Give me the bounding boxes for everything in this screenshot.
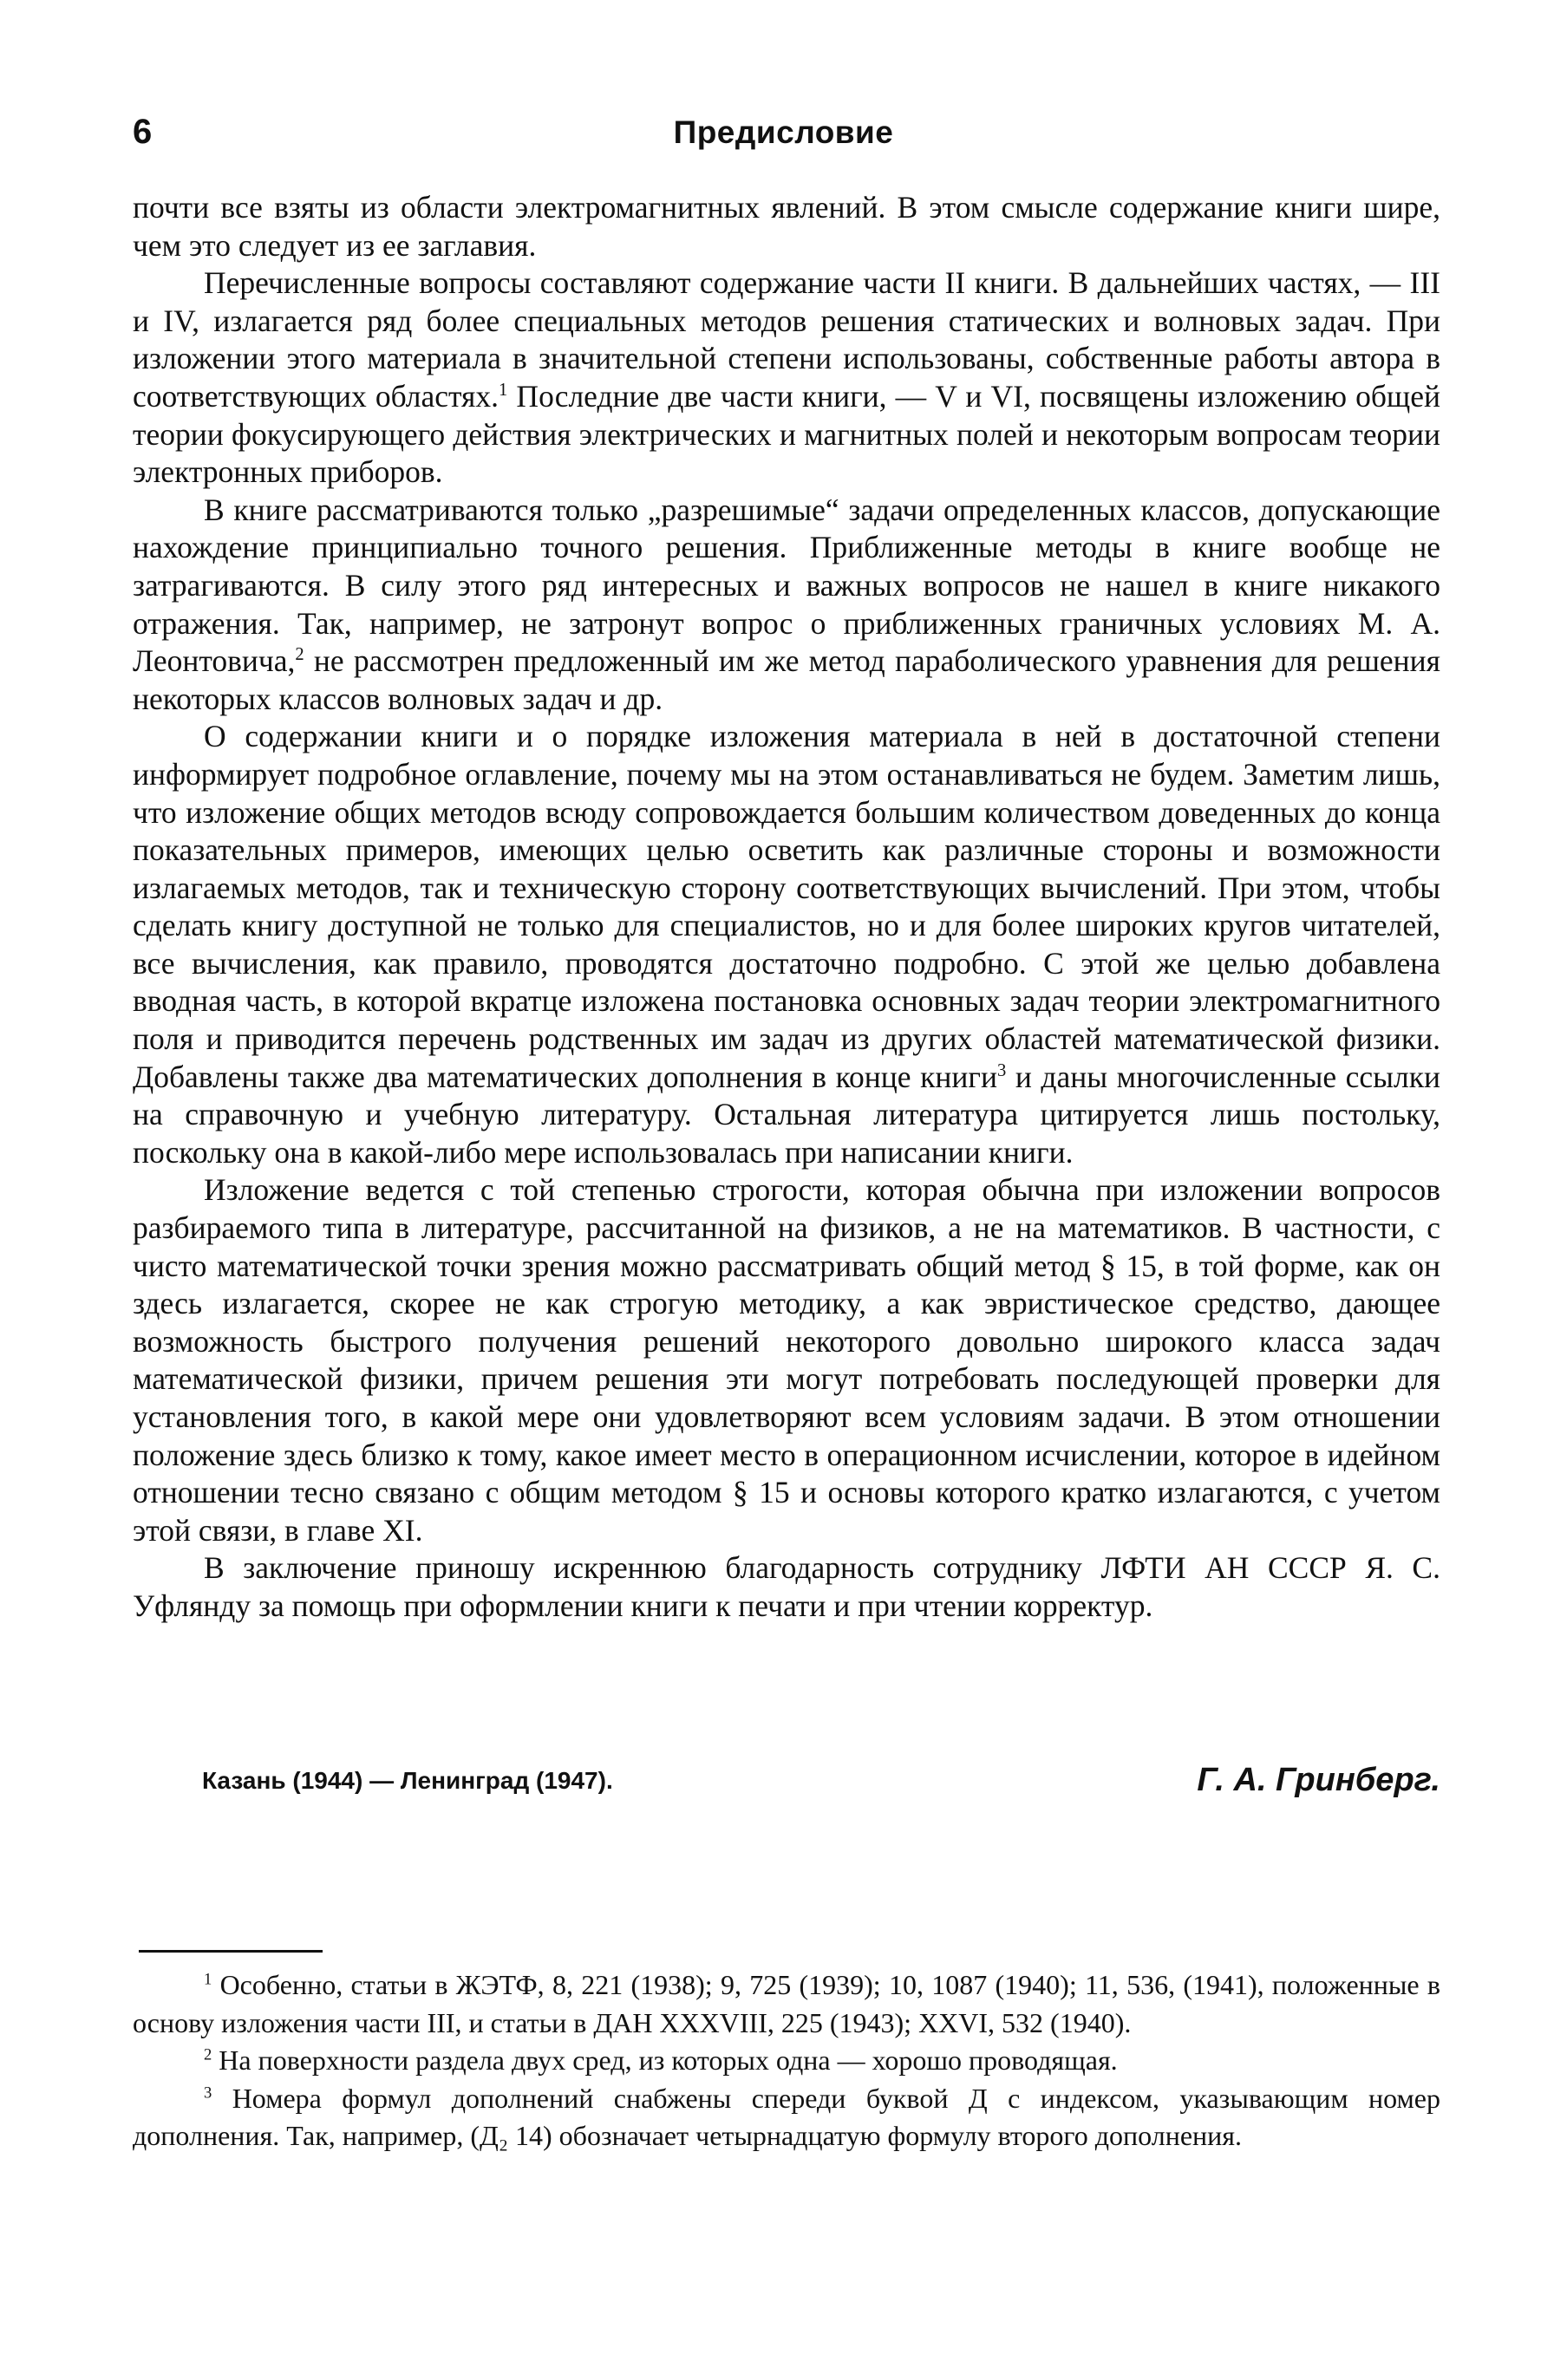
paragraph-text: О содержании книги и о порядке изложения материала в ней в достаточной степени информирует подробное оглавление, почему мы на этом останавливаться не будем. Заметим лишь, что изложение общих методов всюду сопровождается большим количеством доведенных до конца показательных примеров, имеющих целью осветить как различные стороны и возможности излагаемых методов, так и техническую сторону соответствующих вычислений. При этом, чтобы сделать книгу доступной не только для специалистов, но и для более широких кругов читателей, все вычисления, как правило, проводятся достаточно подробно. С этой же целью добавлена вводная часть, в которой вкратце изложена постановка основных задач теории электромагнитного поля и приводится перечень родственных им задач из других областей математической физики. Добавлены также два математических дополнения в конце книги [133, 719, 1440, 1094]
paragraph-acknowledgement: В заключение приношу искреннюю благодарность сотруднику ЛФТИ АН СССР Я. С. Уфлянду за помощь при оформлении книги к печати и при чтении корректур. [133, 1550, 1440, 1623]
paragraph-text: Последние две части книги, — V и VI, посвящены изложению общей теории фокусирующего действия электрических и магнитных полей и некоторым вопросам теории электронных приборов. [133, 378, 1440, 490]
paragraph-parts-overview [133, 264, 1440, 492]
footnote-divider [139, 1950, 323, 1953]
paragraph-contents [133, 718, 1440, 1171]
paragraph-text: Перечисленные вопросы составляют содержание части II книги. В дальнейших частях, — III и IV, излагается ряд более специальных методов решения статических и волновых задач. При изложении этого материала в значительной степени использованы, собственные работы автора в соответствующих областях. [133, 265, 1440, 414]
author-signature: Г. А. Гринберг. [1197, 1762, 1440, 1798]
footnote-ref-1: 1 [499, 381, 508, 401]
paragraph-rigor: Изложение ведется с той степенью строгости, которая обычна при изложении вопросов разбираемого типа в литературе, рассчитанной на физиков, а не на математиков. В частности, с чисто математической точки зрения можно рассматривать общий метод § 15, в той форме, как он здесь излагается, скорее не как строгую методику, а как эвристическое средство, дающее возможность быстрого получения решений некоторого довольно широкого класса задач математической физики, причем решения эти могут потребовать последующей проверки для установления того, в какой мере они удовлетворяют всем условиям задачи. В этом отношении положение здесь близко к тому, какое имеет место в операционном исчислении, которое в идейном отношении тесно связано с общим методом § 15 и основы которого кратко излагаются, с учетом этой связи, в главе XI. [133, 1172, 1440, 1548]
footnote-3 [133, 2080, 1440, 2155]
footnote-1 [133, 1966, 1440, 2042]
paragraph-text: В книге рассматриваются только „разрешимые“ задачи определенных классов, допускающие нахождение принципиально точного решения. Приближенные методы в книге вообще не затрагиваются. В силу этого ряд интересных и важных вопросов не нашел в книге никакого отражения. Так, например, не затронут вопрос о приближенных граничных условиях М. А. Леонтовича, [133, 492, 1440, 679]
footnote-mark: 3 [204, 2083, 212, 2102]
signature-block [202, 1762, 1440, 1805]
paragraph-text: не рассмотрен предложенный им же метод параболического уравнения для решения некоторых классов волновых задач и др. [133, 643, 1440, 716]
place-and-date: Казань (1944) — Ленинград (1947). [202, 1767, 613, 1794]
running-title: Предисловие [673, 114, 894, 150]
page-number: 6 [133, 113, 153, 151]
footnote-ref-2: 2 [295, 645, 304, 665]
footnote-2 [133, 2042, 1440, 2080]
main-text [133, 189, 1440, 1626]
footnote-text: Номера формул дополнений снабжены спереди буквой Д с индексом, указывающим номер дополнения. Так, например, (Д₂ 14) обозначает четырнадцатую формулу второго дополнения. [133, 2082, 1441, 2151]
paragraph-scope [133, 492, 1440, 719]
footnote-ref-3: 3 [996, 1060, 1007, 1080]
footnote-text: На поверхности раздела двух сред, из которых одна — хорошо проводящая. [219, 2044, 1118, 2076]
footnote-mark: 1 [204, 1970, 212, 1989]
paragraph-text: и даны многочисленные ссылки на справочную и учебную литературу. Остальная литература цитируется лишь постольку, поскольку она в какой-либо мере использовалась при написании книги. [133, 1059, 1440, 1170]
paragraph-continuation: почти все взяты из области электромагнитных явлений. В этом смысле содержание книги шире, чем это следует из ее заглавия. [133, 190, 1440, 263]
footnote-mark: 2 [204, 2045, 212, 2064]
footnote-text: Особенно, статьи в ЖЭТФ, 8, 221 (1938); 9, 725 (1939); 10, 1087 (1940); 11, 536, (1941), положенные в основу изложения части III, и статьи в ДАН XXXVIII, 225 (1943); XXVI, 532 (1940). [133, 1969, 1441, 2038]
footnotes [133, 1966, 1440, 2155]
